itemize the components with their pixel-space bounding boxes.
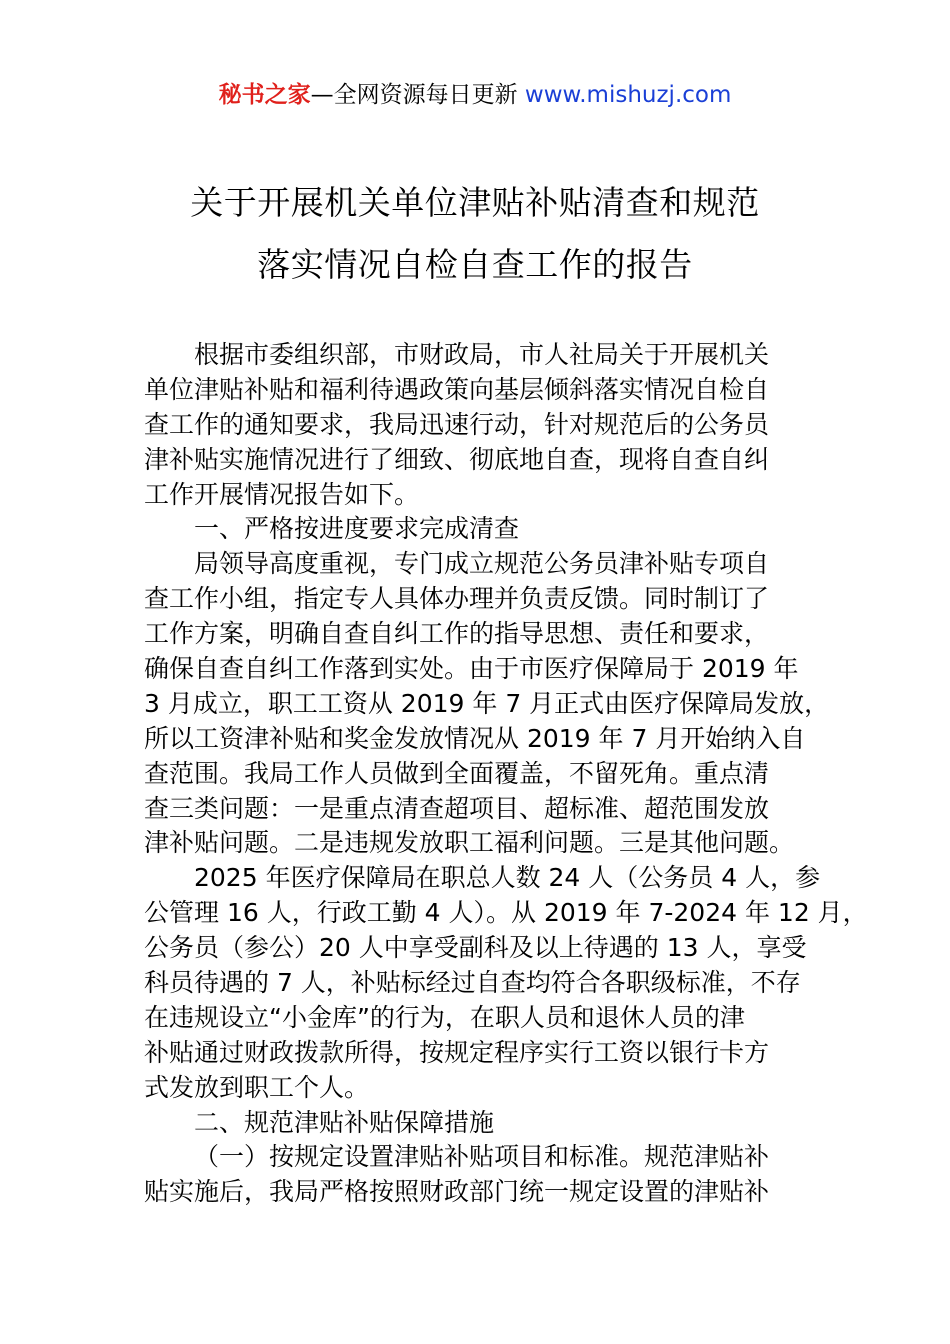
document-title bbox=[0, 172, 950, 296]
paragraph-line: 2025 年医疗保障局在职总人数 24 人（公务员 4 人，参 bbox=[194, 863, 821, 893]
paragraph-line: 根据市委组织部，市财政局，市人社局关于开展机关 bbox=[194, 340, 770, 369]
paragraph-line: 贴实施后，我局严格按照财政部门统一规定设置的津贴补 bbox=[144, 1177, 770, 1207]
paragraph-line: 局领导高度重视，专门成立规范公务员津补贴专项自 bbox=[194, 549, 770, 579]
paragraph-line: 单位津贴补贴和福利待遇政策向基层倾斜落实情况自检自 bbox=[144, 374, 770, 404]
document-body bbox=[144, 338, 868, 1210]
paragraph-line: 查工作的通知要求，我局迅速行动，针对规范后的公务员 bbox=[144, 409, 770, 439]
paragraph-line: 津补贴实施情况进行了细致、彻底地自查，现将自查自纠 bbox=[144, 444, 770, 474]
paragraph-line: 工作开展情况报告如下。 bbox=[144, 479, 420, 509]
section-heading-2: 二、规范津贴补贴保障措施 bbox=[194, 1107, 495, 1137]
site-url-link[interactable]: www.mishuzj.com bbox=[524, 82, 732, 108]
brand-name: 秘书之家 bbox=[218, 82, 311, 108]
paragraph-line: 式发放到职工个人。 bbox=[144, 1072, 370, 1102]
paragraph-line: 确保自查自纠工作落到实处。由于市医疗保障局于 2019 年 bbox=[144, 654, 799, 684]
paragraph-line: 3 月成立，职工工资从 2019 年 7 月正式由医疗保障局发放， bbox=[144, 688, 830, 718]
paragraph-line: 所以工资津补贴和奖金发放情况从 2019 年 7 月开始纳入自 bbox=[144, 723, 806, 753]
paragraph-line: 津补贴问题。二是违规发放职工福利问题。三是其他问题。 bbox=[144, 828, 795, 858]
paragraph-line: （一）按规定设置津贴补贴项目和标准。规范津贴补 bbox=[194, 1142, 770, 1172]
paragraph-line: 查三类问题：一是重点清查超项目、超标准、超范围发放 bbox=[144, 793, 770, 823]
paragraph-line: 补贴通过财政拨款所得，按规定程序实行工资以银行卡方 bbox=[144, 1037, 770, 1067]
paragraph-line: 公务员（参公）20 人中享受副科及以上待遇的 13 人，享受 bbox=[144, 933, 807, 963]
paragraph-line: 在违规设立“小金库”的行为，在职人员和退休人员的津 bbox=[144, 1002, 745, 1032]
header-tagline: —全网资源每日更新 bbox=[310, 82, 525, 108]
title-line-1: 关于开展机关单位津贴补贴清查和规范 bbox=[190, 183, 760, 222]
paragraph-line: 工作方案，明确自查自纠工作的指导思想、责任和要求， bbox=[144, 619, 770, 649]
title-line-2: 落实情况自检自查工作的报告 bbox=[257, 245, 693, 284]
paragraph-line: 查范围。我局工作人员做到全面覆盖，不留死角。重点清 bbox=[144, 758, 770, 788]
paragraph-line: 科员待遇的 7 人，补贴标经过自查均符合各职级标准，不存 bbox=[144, 968, 801, 998]
section-heading-1: 一、严格按进度要求完成清查 bbox=[194, 514, 520, 544]
paragraph-line: 公管理 16 人，行政工勤 4 人）。从 2019 年 7-2024 年 12 月， bbox=[144, 898, 868, 928]
paragraph-line: 查工作小组，指定专人具体办理并负责反馈。同时制订了 bbox=[144, 584, 770, 614]
site-header bbox=[0, 78, 950, 112]
